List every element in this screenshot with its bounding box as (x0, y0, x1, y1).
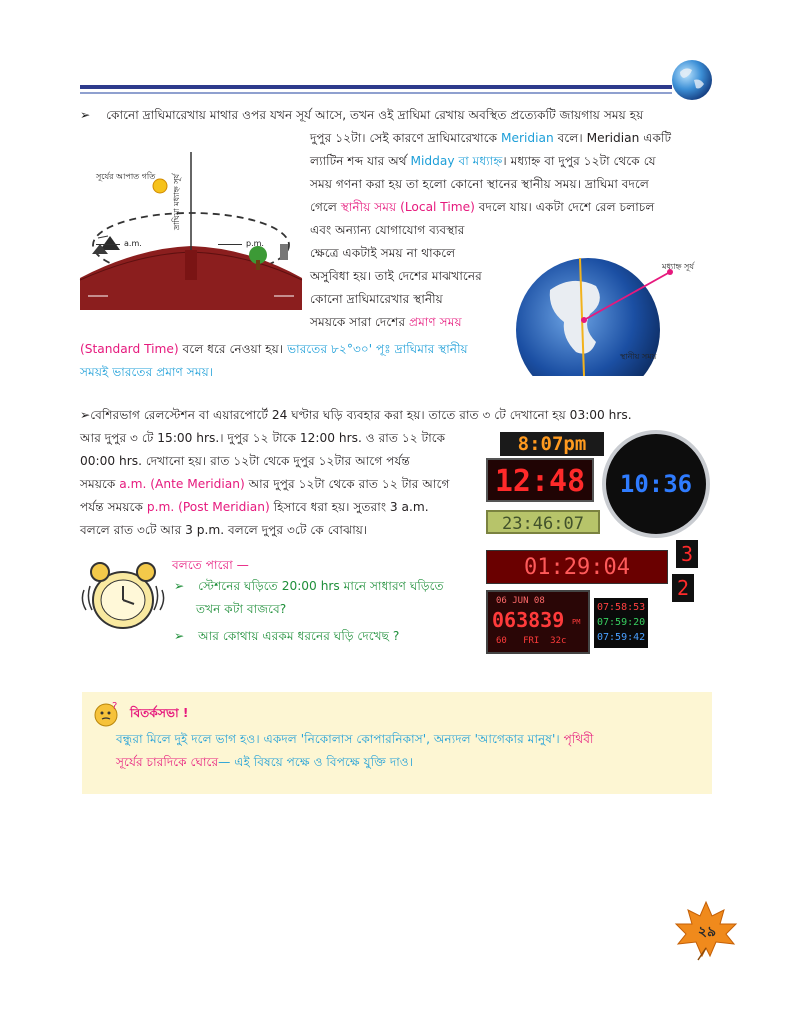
digit-3: 3 (676, 540, 698, 568)
para2-line3: 00:00 hrs. দেখানো হয়। রাত ১২টা থেকে দুপুর ১২টার আগে পর্যন্ত (80, 454, 410, 468)
round-clock (602, 430, 710, 538)
para2-line1: ➢বেশিরভাগ রেলস্টেশন বা এয়ারপোর্টে 24 ঘণ্টার ঘড়ি ব্যবহার করা হয়। তাতে রাত ৩ টে দেখানো হয় 03:00 hrs. (80, 408, 632, 422)
para1-line1 (80, 104, 643, 127)
para1-line4: সময় গণনা করা হয় তা হলো কোনো স্থানের স্থানীয় সময়। দ্রাঘিমা বদলে (310, 177, 649, 191)
para1-line3: ল্যাটিন শব্দ যার অর্থ Midday বা মধ্যাহ্ন। মধ্যাহ্ন বা দুপুর ১২টা থেকে যে (310, 154, 656, 168)
pm-arrow (218, 244, 242, 245)
para2-line5: পর্যন্ত সময়কে p.m. (Post Meridian) হিসাবে ধরা হয়। সুতরাং 3 a.m. (80, 500, 429, 514)
para1-line7: ক্ষেত্রে একটাই সময় না থাকলে (310, 246, 456, 260)
clock-multi-display: 07:58:53 07:59:20 07:59:42 (594, 598, 648, 648)
sun-path-label: সূর্যের আপাত গতি (96, 172, 156, 181)
para1-line6: এবং অন্যান্য যোগাযোগ ব্যবস্থার (310, 223, 465, 237)
bullet-arrow-icon: ➢ (80, 108, 91, 122)
alarm-clock-icon (80, 560, 166, 632)
am-label: a.m. (124, 239, 142, 248)
pm-label: p.m. (246, 239, 264, 248)
debate-line2: সূর্যের চারদিকে ঘোরে— এই বিষয়ে পক্ষে ও বিপক্ষে যুক্তি দাও। (116, 755, 414, 769)
clock-8pm: 8:07pm (500, 432, 604, 456)
ask-title: বলতে পারো — (172, 558, 249, 572)
midday-sun-label: মধ্যাহ্ন সূর্য (662, 262, 694, 271)
clock-date-display: 06 JUN 08 063839 PM 60 FRI 32c (486, 590, 590, 654)
am-arrow (96, 244, 120, 245)
para1-line11: (Standard Time) বলে ধরে নেওয়া হয়। ভারতের ৮২°৩০' পূঃ দ্রাঘিমার স্থানীয় (80, 342, 468, 356)
thinking-face-icon (92, 700, 122, 728)
ask-question-1-cont: তখন কটা বাজবে? (196, 602, 287, 616)
para1-l1-text: কোনো দ্রাঘিমারেখায় মাথার ওপর যখন সূর্য আসে, তখন ওই দ্রাঘিমা রেখায় অবস্থিত প্রত্যেকটি জায়গায় সময় হয় (106, 108, 644, 122)
header-rule-dark (80, 85, 672, 89)
round-clock-time: 10:36 (619, 470, 693, 498)
clock-red-012904: 01:29:04 (486, 550, 668, 584)
header-rule-light (80, 92, 672, 94)
digit-2: 2 (672, 574, 694, 602)
ask-question-1: ➢ স্টেশনের ঘড়িতে 20:00 hrs মানে সাধারণ ঘড়িতে (174, 579, 444, 593)
svg-text:?: ? (112, 701, 118, 712)
para1-line10: সময়কে সারা দেশের প্রমাণ সময় (310, 315, 462, 329)
local-time-label: স্থানীয় সময় (620, 352, 657, 361)
page-number: ২৯ (697, 924, 717, 940)
para1-line9: কোনো দ্রাঘিমারেখার স্থানীয় (310, 292, 443, 306)
ask-question-2: ➢ আর কোথায় এরকম ধরনের ঘড়ি দেখেছ ? (174, 629, 400, 643)
para1-line2: দুপুর ১২টা। সেই কারণে দ্রাঘিমারেখাকে Meridian বলে। Meridian একটি (310, 131, 672, 145)
para2-line4: সময়কে a.m. (Ante Meridian) আর দুপুর ১২টা থেকে রাত ১২ টার আগে (80, 477, 450, 491)
para1-line8: অসুবিধা হয়। তাই দেশের মাঝখানের (310, 269, 482, 283)
bullet-arrow-icon: ➢ (174, 629, 185, 643)
bullet-arrow-icon: ➢ (174, 579, 185, 593)
globe-icon (670, 58, 714, 102)
para2-line2: আর দুপুর ৩ টে 15:00 hrs.। দুপুর ১২ টাকে 12:00 hrs. ও রাত ১২ টাকে (80, 431, 446, 445)
para2-line6: বললে রাত ৩টে আর 3 p.m. বললে দুপুর ৩টে কে বোঝায়। (80, 523, 368, 537)
para1-line12: সময়ই ভারতের প্রমাণ সময়। (80, 365, 214, 379)
para1-line5: গেলে স্থানীয় সময় (Local Time) বদলে যায়। একটা দেশে রেল চলাচল (310, 200, 655, 214)
pm-term: p.m. (Post Meridian) (146, 500, 270, 514)
midday-term: Midday বা মধ্যাহ্ন (410, 154, 503, 168)
clock-green-lcd: 23:46:07 (486, 510, 600, 534)
standard-time-term: প্রমাণ সময় (409, 315, 462, 329)
meridian-vertical-label: দ্রাঘিমা মধ্যাহ্ন সূর্য (172, 173, 181, 230)
am-term: a.m. (Ante Meridian) (119, 477, 245, 491)
clock-red-1248: 12:48 (486, 458, 594, 502)
local-time-term: স্থানীয় সময় (Local Time) (340, 200, 475, 214)
meridian-term: Meridian (501, 131, 554, 145)
debate-line1: বন্ধুরা মিলে দুই দলে ভাগ হও। একদল 'নিকোলাস কোপারনিকাস', অন্যদল 'আগেকার মানুষ'। পৃথিবী (116, 732, 594, 746)
debate-title: বিতর্কসভা ! (130, 706, 189, 720)
